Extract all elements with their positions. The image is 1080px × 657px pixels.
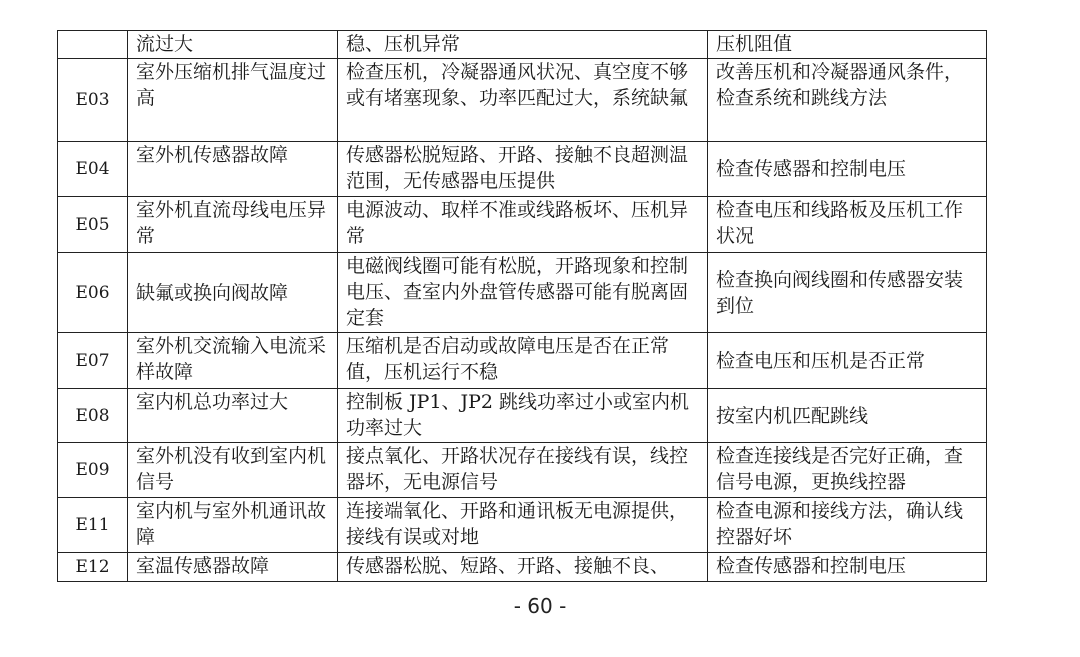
cell-cause: 电源波动、取样不准或线路板坏、压机异常 bbox=[338, 197, 708, 253]
cell-fault-name: 室内机总功率过大 bbox=[128, 389, 338, 443]
cell-fault-name: 室外机直流母线电压异常 bbox=[128, 197, 338, 253]
cell-code: E08 bbox=[58, 389, 128, 443]
table-row bbox=[58, 498, 987, 553]
cell-code bbox=[58, 31, 128, 59]
cell-remedy: 压机阻值 bbox=[708, 31, 987, 59]
cell-cause: 检查压机，冷凝器通风状况、真空度不够或有堵塞现象、功率匹配过大，系统缺氟 bbox=[338, 59, 708, 142]
table-row bbox=[58, 142, 987, 197]
page-number: - 60 - bbox=[513, 594, 567, 618]
cell-fault-name: 室外压缩机排气温度过高 bbox=[128, 59, 338, 142]
cell-cause: 电磁阀线圈可能有松脱，开路现象和控制电压、查室内外盘管传感器可能有脱离固定套 bbox=[338, 253, 708, 333]
table-row bbox=[58, 553, 987, 582]
cell-code: E06 bbox=[58, 253, 128, 333]
cell-fault-name: 室外机传感器故障 bbox=[128, 142, 338, 197]
cell-code: E11 bbox=[58, 498, 128, 553]
cell-fault-name: 室温传感器故障 bbox=[128, 553, 338, 582]
cell-code: E05 bbox=[58, 197, 128, 253]
cell-code: E07 bbox=[58, 333, 128, 389]
cell-code: E03 bbox=[58, 59, 128, 142]
cell-remedy: 检查换向阀线圈和传感器安装到位 bbox=[708, 253, 987, 333]
cell-cause: 接点氧化、开路状况存在接线有误，线控器坏，无电源信号 bbox=[338, 443, 708, 498]
cell-remedy: 改善压机和冷凝器通风条件，检查系统和跳线方法 bbox=[708, 59, 987, 142]
cell-remedy: 检查电压和线路板及压机工作状况 bbox=[708, 197, 987, 253]
cell-code: E04 bbox=[58, 142, 128, 197]
cell-fault-name: 缺氟或换向阀故障 bbox=[128, 253, 338, 333]
cell-code: E12 bbox=[58, 553, 128, 582]
cell-fault-name: 室内机与室外机通讯故障 bbox=[128, 498, 338, 553]
cell-remedy: 检查传感器和控制电压 bbox=[708, 553, 987, 582]
table-row bbox=[58, 389, 987, 443]
cell-remedy: 按室内机匹配跳线 bbox=[708, 389, 987, 443]
table-row bbox=[58, 253, 987, 333]
cell-cause: 稳、压机异常 bbox=[338, 31, 708, 59]
cell-remedy: 检查传感器和控制电压 bbox=[708, 142, 987, 197]
cell-code: E09 bbox=[58, 443, 128, 498]
table-row bbox=[58, 31, 987, 59]
cell-fault-name: 流过大 bbox=[128, 31, 338, 59]
cell-cause: 控制板 JP1、JP2 跳线功率过小或室内机功率过大 bbox=[338, 389, 708, 443]
cell-cause: 传感器松脱、短路、开路、接触不良、 bbox=[338, 553, 708, 582]
cell-fault-name: 室外机交流输入电流采样故障 bbox=[128, 333, 338, 389]
table-row bbox=[58, 443, 987, 498]
cell-cause: 连接端氧化、开路和通讯板无电源提供，接线有误或对地 bbox=[338, 498, 708, 553]
cell-fault-name: 室外机没有收到室内机信号 bbox=[128, 443, 338, 498]
table-row bbox=[58, 197, 987, 253]
cell-remedy: 检查电压和压机是否正常 bbox=[708, 333, 987, 389]
table-row bbox=[58, 333, 987, 389]
fault-code-table bbox=[57, 30, 987, 582]
cell-remedy: 检查电源和接线方法，确认线控器好坏 bbox=[708, 498, 987, 553]
table-row bbox=[58, 59, 987, 142]
cell-cause: 传感器松脱短路、开路、接触不良超测温范围，无传感器电压提供 bbox=[338, 142, 708, 197]
cell-cause: 压缩机是否启动或故障电压是否在正常值，压机运行不稳 bbox=[338, 333, 708, 389]
cell-remedy: 检查连接线是否完好正确，查信号电源，更换线控器 bbox=[708, 443, 987, 498]
